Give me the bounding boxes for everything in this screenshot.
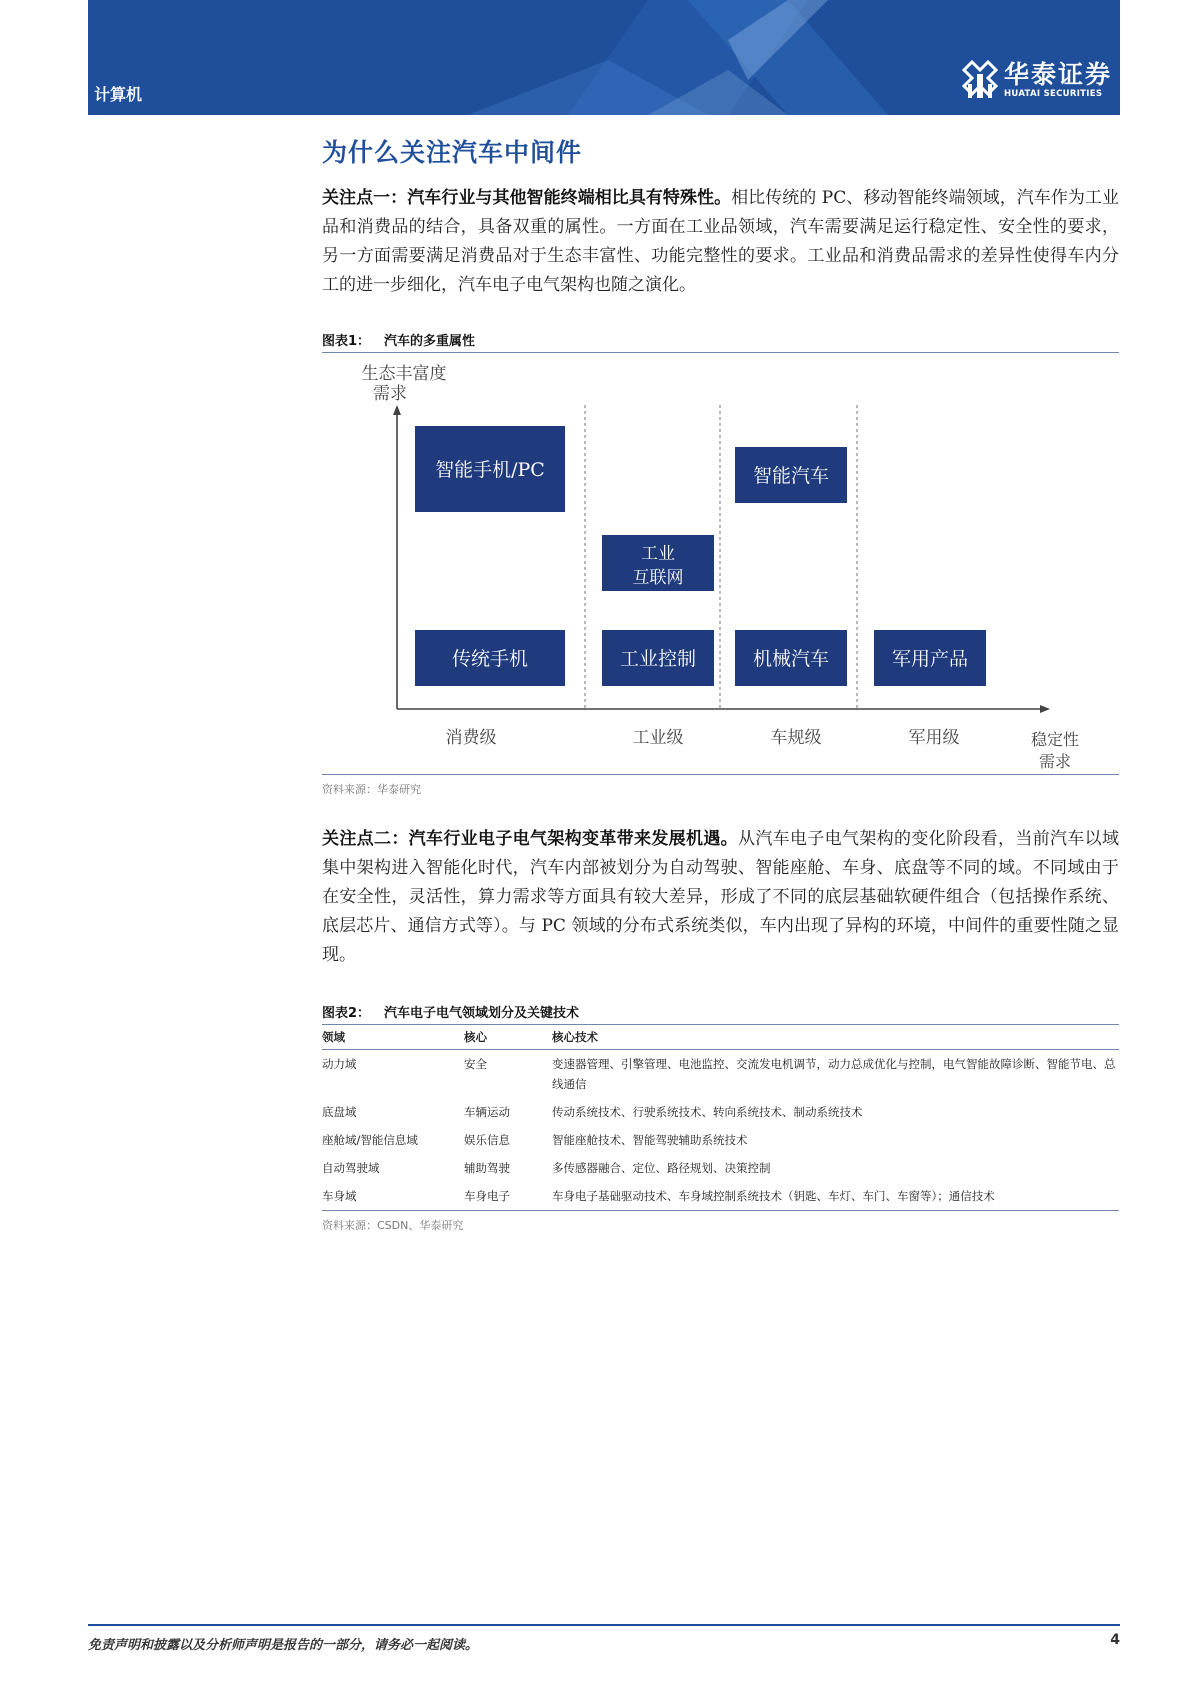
section-label: 计算机	[94, 85, 143, 104]
figure1-caption: 汽车的多重属性	[384, 334, 476, 349]
page-number: 4	[1110, 1632, 1120, 1648]
footer-divider	[88, 1624, 1120, 1626]
main-content	[322, 134, 1119, 1233]
table-cell: 车身电子基础驱动技术、车身域控制系统技术（钥匙、车灯、车门、车窗等）；通信技术	[552, 1182, 1119, 1211]
paragraph-focus-one-body: 相比传统的 PC、移动智能终端领域，汽车作为工业品和消费品的结合，具备双重的属性。一方面在工业品领域，汽车需要满足运行稳定性、安全性的要求，另一方面需要满足消费品对于生态丰富性、功能完整性的要求。工业品和消费品需求的差异性使得车内分工的进一步细化，汽车电子电气架构也随之演化。	[322, 188, 1119, 295]
x-tick-industrial: 工业级	[632, 728, 684, 748]
x-tick-automotive: 车规级	[770, 728, 822, 748]
figure1-chart	[322, 353, 1119, 775]
table-cell: 车身域	[322, 1182, 464, 1211]
table-header-domain: 领域	[322, 1025, 464, 1049]
y-axis-label-line2: 需求	[373, 384, 407, 404]
table-header-tech: 核心技术	[552, 1025, 1119, 1049]
table-row	[322, 1154, 1119, 1182]
figure2-caption: 汽车电子电气领域划分及关键技术	[384, 1006, 580, 1021]
table-cell: 多传感器融合、定位、路径规划、决策控制	[552, 1160, 771, 1175]
figure2-source: 资料来源：CSDN、华泰研究	[322, 1218, 464, 1232]
table-cell: 变速器管理、引擎管理、电池监控、交流发电机调节，动力总成优化与控制，电气智能故障诊断、智能节电、总线通信	[552, 1056, 1116, 1091]
box-smart-car-label: 智能汽车	[752, 465, 830, 487]
y-axis-arrow	[393, 405, 401, 415]
y-axis-label-line1: 生态丰富度	[361, 364, 447, 384]
x-axis-arrow	[1040, 705, 1050, 713]
table-cell: 安全	[464, 1056, 487, 1071]
box-industrial-internet-label-1: 工业	[641, 544, 675, 564]
table-row	[322, 1182, 1119, 1211]
figure1-title	[322, 330, 1119, 353]
domain-tech-table	[322, 1025, 1119, 1211]
table-cell: 车辆运动	[464, 1104, 510, 1119]
x-tick-military: 军用级	[908, 728, 960, 748]
table-cell: 智能座舱技术、智能驾驶辅助系统技术	[552, 1132, 748, 1147]
table-cell: 座舱域/智能信息域	[322, 1132, 418, 1147]
box-military-product-label: 军用产品	[891, 648, 969, 670]
box-traditional-phone-label: 传统手机	[451, 648, 529, 670]
box-industrial-internet-label-2: 互联网	[632, 568, 684, 588]
box-smartphone-pc-label: 智能手机/PC	[435, 459, 545, 481]
figure2-title	[322, 1002, 1119, 1025]
table-row	[322, 1049, 1119, 1098]
table-cell: 传动系统技术、行驶系统技术、转向系统技术、制动系统技术	[552, 1104, 863, 1119]
table-cell: 车身电子	[464, 1182, 552, 1211]
figure1-source: 资料来源：华泰研究	[322, 783, 421, 796]
page-header	[88, 0, 1120, 115]
huatai-logo	[962, 60, 1112, 100]
table-header-row	[322, 1025, 1119, 1049]
logo-english: HUATAI SECURITIES	[1003, 88, 1103, 99]
x-axis-label-line1: 稳定性	[1030, 730, 1080, 749]
footer-disclaimer: 免责声明和披露以及分析师声明是报告的一部分，请务必一起阅读。	[88, 1638, 479, 1653]
x-axis-label-line2: 需求	[1038, 752, 1072, 771]
paragraph-focus-two-body: 从汽车电子电气架构的变化阶段看，当前汽车以域集中架构进入智能化时代，汽车内部被划分为自动驾驶、智能座舱、车身、底盘等不同的域。不同域由于在安全性，灵活性，算力需求等方面具有较大差异，形成了不同的底层基础软硬件组合（包括操作系统、底层芯片、通信方式等）。与 PC 领域的分布式系统类似，车内出现了异构的环境，中间件的重要性随之显现。	[322, 829, 1119, 965]
box-mechanical-car-label: 机械汽车	[752, 648, 830, 670]
table-cell: 动力域	[322, 1056, 357, 1071]
table-cell: 自动驾驶域	[322, 1160, 380, 1175]
figure1-label: 图表1：	[322, 334, 371, 349]
table-header-core: 核心	[464, 1025, 552, 1049]
logo-chinese: 华泰证券	[1003, 59, 1112, 89]
paragraph-focus-two-lead: 关注点二：汽车行业电子电气架构变革带来发展机遇。	[322, 829, 738, 849]
box-industrial-control-label: 工业控制	[619, 648, 697, 670]
attribute-diagram	[322, 353, 1119, 775]
figure2-label: 图表2：	[322, 1006, 371, 1021]
page-title: 为什么关注汽车中间件	[322, 138, 583, 167]
paragraph-focus-two	[322, 825, 1119, 970]
table-cell: 娱乐信息	[464, 1132, 510, 1147]
paragraph-focus-one-lead: 关注点一：汽车行业与其他智能终端相比具有特殊性。	[322, 188, 732, 208]
x-tick-consumer: 消费级	[445, 728, 497, 748]
paragraph-focus-one	[322, 184, 1119, 300]
table-row	[322, 1098, 1119, 1126]
table-row	[322, 1126, 1119, 1154]
table-cell: 辅助驾驶	[464, 1160, 510, 1175]
huatai-logo-icon	[962, 60, 998, 100]
table-cell: 底盘域	[322, 1104, 357, 1119]
